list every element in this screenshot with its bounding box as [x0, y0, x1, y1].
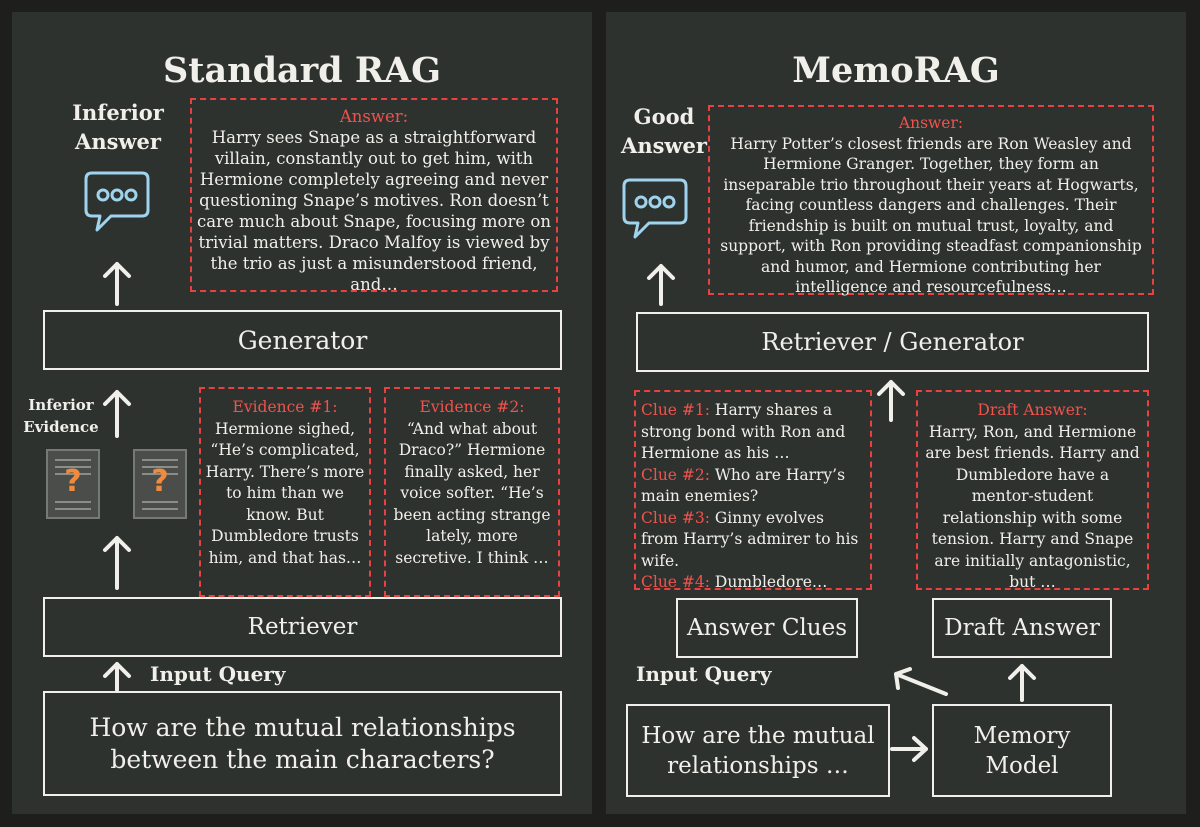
answer-heading: Answer:: [898, 114, 964, 132]
panel-title: Standard RAG: [163, 50, 441, 91]
memory-model-label: Memory Model: [973, 722, 1071, 779]
evidence-2-heading: Evidence #2:: [419, 398, 525, 416]
standard-rag-panel: [12, 12, 592, 814]
clue-item: [641, 465, 865, 508]
answer-heading: Answer:: [339, 107, 409, 126]
answer-quality-label: Good Answer: [621, 104, 707, 158]
input-query-label: Input Query: [636, 662, 772, 686]
answer-text: Harry Potter’s closest friends are Ron Weasley and Hermione Granger. Together, they form an inseparable trio throughout their years at Hogwarts, facing countless dangers and challenges. Their friendship is built on mutual trust, loyalty, and support, with Ron providing steadfast companionship and humor, and Hermione contributing her intelligence and resourcefulness…: [720, 134, 1142, 296]
retriever-generator-label: Retriever / Generator: [761, 328, 1024, 356]
draft-heading: Draft Answer:: [977, 401, 1088, 419]
arrow-up-icon: [102, 388, 132, 438]
question-mark: ?: [64, 464, 82, 499]
clue-label: Clue #4:: [641, 573, 710, 591]
generator-box: [43, 310, 562, 370]
answer-clues-label: Answer Clues: [686, 615, 847, 641]
arrow-up-icon: [646, 262, 676, 306]
clue-label: Clue #1:: [641, 401, 710, 419]
draft-answer-box: [916, 390, 1149, 590]
query-text: How are the mutual relationships …: [641, 722, 875, 779]
draft-answer-label: Draft Answer: [944, 615, 1100, 641]
panel-title: MemoRAG: [792, 50, 1000, 91]
clue-label: Clue #2:: [641, 465, 710, 484]
retriever-generator-box: [636, 312, 1149, 372]
inferior-answer-box: [190, 98, 558, 292]
arrow-up-icon: [876, 378, 906, 422]
evidence-2-text: “And what about Draco?” Hermione finally asked, her voice softer. “He’s been acting strange lately, more secretive. I think …: [393, 419, 551, 567]
retriever-box: [43, 597, 562, 657]
query-box: [626, 704, 890, 797]
retriever-label: Retriever: [247, 614, 358, 640]
answer-text: Harry sees Snape as a straightforward villain, constantly out to get him, with Hermione completely agreeing and never questioning Snape’s motives. Ron doesn’t care much about Snape, focusing more on trivial matters. Draco Malfoy is viewed by the trio as just a misunderstood friend, and…: [197, 128, 551, 294]
chat-bubble-icon: [621, 177, 689, 243]
draft-text: Harry, Ron, and Hermione are best friends. Harry and Dumbledore have a mentor-student relationship with some tension. Harry and Snape are initially antagonistic, but …: [925, 422, 1140, 591]
arrow-up-icon: [102, 260, 132, 306]
query-text: How are the mutual relationships between the main characters?: [89, 712, 516, 774]
answer-clues-box: [634, 390, 872, 590]
evidence-1-heading: Evidence #1:: [232, 398, 338, 416]
clue-item: [641, 508, 865, 573]
chat-bubble-icon: [83, 170, 151, 236]
arrow-right-icon: [888, 734, 932, 764]
clue-label: Clue #3:: [641, 508, 710, 527]
evidence-box-2: [384, 387, 560, 597]
draft-answer-node: [932, 598, 1112, 658]
evidence-box-1: [199, 387, 371, 597]
arrow-up-icon: [102, 660, 132, 692]
good-answer-box: [708, 105, 1154, 295]
arrow-diagonal-icon: [888, 664, 952, 698]
query-box: [43, 691, 562, 796]
generator-label: Generator: [237, 325, 368, 355]
question-mark: ?: [151, 464, 169, 499]
clue-text: Ginny evolves from Harry’s admirer to his wife.: [641, 508, 859, 570]
evidence-quality-label: Inferior Evidence: [23, 396, 99, 436]
clue-text: Harry shares a strong bond with Ron and Hermione as his …: [641, 401, 846, 462]
clue-item: [641, 572, 865, 594]
input-query-label: Input Query: [150, 662, 286, 686]
memorag-panel: [606, 12, 1186, 814]
memory-model-box: [932, 704, 1112, 797]
arrow-up-icon: [1007, 662, 1037, 702]
answer-clues-node: [676, 598, 858, 658]
clue-item: [641, 400, 865, 465]
evidence-1-text: Hermione sighed, “He’s complicated, Harry. There’s more to him than we know. But Dumbledore trusts him, and that has…: [205, 419, 365, 567]
clue-text: Who are Harry’s main enemies?: [641, 465, 846, 505]
answer-quality-label: Inferior Answer: [72, 100, 164, 154]
arrow-up-icon: [102, 534, 132, 590]
clue-text: Dumbledore…: [714, 573, 828, 591]
